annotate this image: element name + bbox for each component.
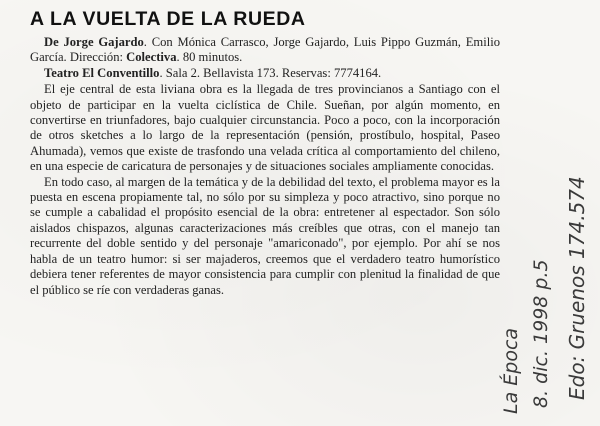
duration: . 80 minutos. bbox=[176, 50, 243, 65]
venue bbox=[30, 66, 500, 81]
cast: . Con Mónica Carrasco, Jorge Gajardo, Luis Pippo Guzmán, Emilio García. Dirección: bbox=[30, 35, 500, 65]
article-body bbox=[30, 35, 500, 298]
venue-name: Teatro El Conventillo bbox=[44, 65, 160, 80]
credits bbox=[30, 35, 500, 66]
handwritten-date: 8. dic. 1998 p.5 bbox=[530, 259, 552, 408]
headline: A LA VUELTA DE LA RUEDA bbox=[30, 8, 306, 30]
author: De Jorge Gajardo bbox=[44, 35, 144, 49]
handwritten-archive-code: Edo: Gruenos 174.574 bbox=[565, 176, 589, 400]
handwritten-source: La Época bbox=[500, 327, 522, 414]
director: Colectiva bbox=[126, 50, 177, 65]
venue-details: . Sala 2. Bellavista 173. Reservas: 7774164. bbox=[159, 65, 382, 80]
article bbox=[30, 6, 500, 298]
paragraph-1: El eje central de esta liviana obra es la llegada de tres provincianos a Santiago con el objeto de participar en la vuelta ciclística de Chile. Sueñan, por algún momento, en convertirse en triunfadores, bajo cualquier circunstancia. Poco a poco, con la incorporación de otros sketches a lo largo de la representación (pensión, prostíbulo, hospital, Paseo Ahumada), vemos que existe de trasfondo una velada crítica al comportamiento del chileno, en una especie de caricatura de personajes y de situaciones sociales ampliamente conocidas. bbox=[30, 82, 500, 174]
paragraph-2: En todo caso, al margen de la temática y de la debilidad del texto, el problema mayor es la puesta en escena propiamente tal, no sólo por su simpleza y poco atractivo, sino porque no se cumple a cabalidad el propósito esencial de la obra: entretener al espectador. Son sólo aislados chispazos, algunas caracterizaciones más creíbles que otras, con el manejo tan recurrente del doble sentido y del personaje "amariconado", por ejemplo. Por ahí se nos habla de un teatro humor: si ser majaderos, creemos que el verdadero teatro humorístico debiera tener referentes de mayor consistencia para cumplir con plenitud la finalidad de que el público se ríe con verdaderas ganas. bbox=[30, 174, 500, 297]
